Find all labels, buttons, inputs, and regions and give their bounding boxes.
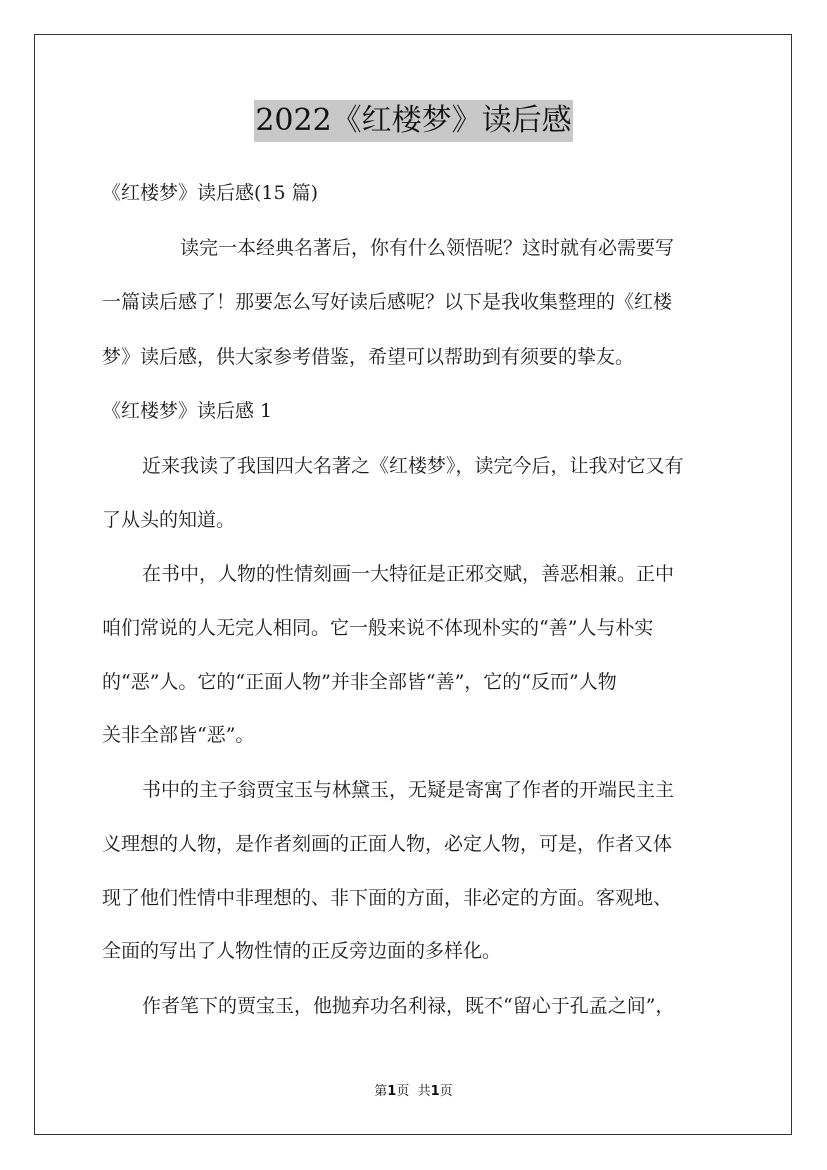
paragraph-line: 一篇读后感了！那要怎么写好读后感呢？以下是我收集整理的《红楼 [102,291,673,313]
paragraph-line: 的“恶”人。它的“正面人物”并非全部皆“善”，它的“反而”人物 [102,671,617,693]
total-pages: 1 [430,1084,440,1099]
page-suffix: 页 [396,1084,410,1099]
section-heading: 《红楼梦》读后感 1 [102,400,273,422]
total-suffix: 页 [439,1084,453,1099]
paragraph-line: 关非全部皆“恶”。 [102,724,255,746]
paragraph-line: 书中的主子翁贾宝玉与林黛玉，无疑是寄寓了作者的开端民主主 [142,779,675,801]
paragraph-line: 在书中，人物的性情刻画一大特征是正邪交赋，善恶相兼。正中 [142,563,675,585]
total-prefix: 共 [417,1084,431,1099]
paragraph-line: 全面的写出了人物性情的正反旁边面的多样化。 [102,940,502,962]
page-prefix: 第 [374,1084,388,1099]
paragraph-line: 读完一本经典名著后，你有什么领悟呢？这时就有必需要写 [180,237,675,259]
paragraph-line: 了从头的知道。 [102,509,236,531]
title-container [0,100,827,142]
paragraph-line: 现了他们性情中非理想的、非下面的方面，非必定的方面。客观地、 [102,887,673,909]
page-number: 1 [387,1084,397,1099]
paragraph-line: 咱们常说的人无完人相同。它一般来说不体现朴实的“善”人与朴实 [102,617,654,639]
paragraph-line: 作者笔下的贾宝玉，他抛弃功名利禄，既不“留心于孔孟之间”， [142,995,675,1017]
document-title: 2022《红楼梦》读后感 [254,100,572,142]
page-footer [0,1083,827,1101]
subtitle-line: 《红楼梦》读后感(15 篇) [102,182,319,204]
paragraph-line: 梦》读后感，供大家参考借鉴，希望可以帮助到有须要的挚友。 [102,346,635,368]
paragraph-line: 义理想的人物，是作者刻画的正面人物，必定人物，可是，作者又体 [102,833,673,855]
paragraph-line: 近来我读了我国四大名著之《红楼梦》，读完今后，让我对它又有 [142,455,684,477]
